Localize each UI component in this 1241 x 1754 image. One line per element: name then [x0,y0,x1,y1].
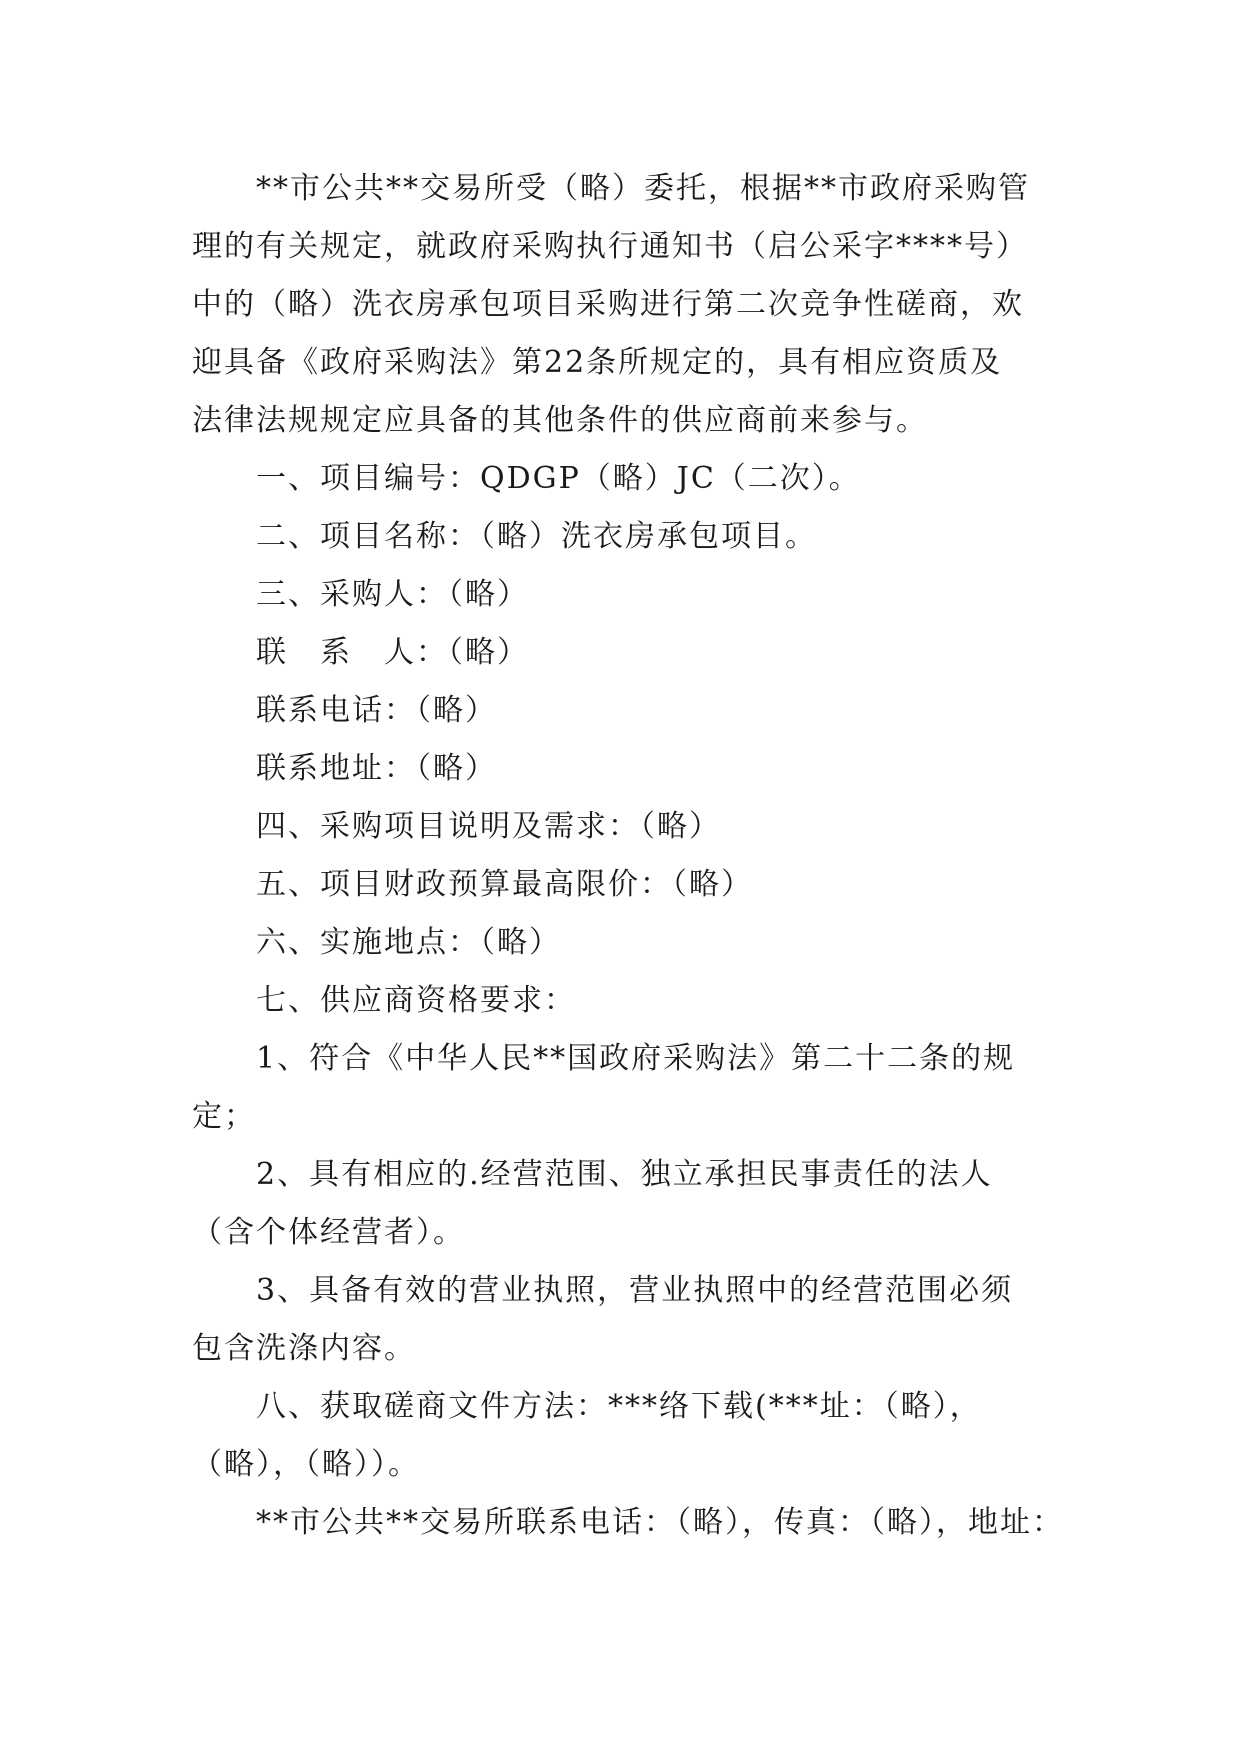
text-line: 法律法规规定应具备的其他条件的供应商前来参与。 [192,403,928,438]
text-line: 中的（略）洗衣房承包项目采购进行第二次竞争性磋商，欢 [192,287,1024,322]
intro-paragraph [192,160,1052,450]
text-line: 3、具备有效的营业执照，营业执照中的经营范围必须 [256,1273,1014,1308]
exchange-contact-info [192,1494,1064,1552]
text-line: 2、具有相应的.经营范围、独立承担民事责任的法人 [256,1157,993,1192]
text-line: 二、项目名称：（略）洗衣房承包项目。 [256,519,817,554]
text-line: 一、项目编号：QDGP（略）JC（二次）。 [256,461,861,496]
text-line: 七、供应商资格要求： [256,983,576,1018]
document-acquisition-method [192,1378,1052,1494]
contact-phone [192,682,1052,740]
implementation-location [192,914,1052,972]
text-line: 迎具备《政府采购法》第22条所规定的，具有相应资质及 [192,345,1003,380]
contact-person [192,624,1052,682]
text-line: 联系电话：（略） [256,693,497,728]
contact-address [192,740,1052,798]
text-line: 定； [192,1099,256,1134]
purchaser [192,566,1052,624]
project-name [192,508,1052,566]
text-line: 联系地址：（略） [256,751,497,786]
text-line: 联 系 人：（略） [256,635,529,670]
requirement-2 [192,1146,1052,1262]
text-line: **市公共**交易所受（略）委托，根据**市政府采购管 [256,171,1030,206]
text-line: 六、实施地点：（略） [256,925,561,960]
project-number [192,450,1052,508]
text-line: **市公共**交易所联系电话：（略），传真：（略），地址： [256,1505,1064,1540]
project-description [192,798,1052,856]
text-line: 理的有关规定，就政府采购执行通知书（启公采字****号） [192,229,1028,264]
supplier-requirements-heading [192,972,1052,1030]
requirement-3 [192,1262,1052,1378]
text-line: 五、项目财政预算最高限价：（略） [256,867,753,902]
text-line: 四、采购项目说明及需求：（略） [256,809,721,844]
text-line: 八、获取磋商文件方法：***络下载(***址：（略）， [256,1389,982,1424]
text-line: 三、采购人：（略） [256,577,529,612]
text-line: 1、符合《中华人民**国政府采购法》第二十二条的规 [256,1041,1016,1076]
text-line: （含个体经营者）。 [192,1215,465,1250]
requirement-1 [192,1030,1052,1146]
text-line: 包含洗涤内容。 [192,1331,416,1366]
text-line: （略），（略））。 [192,1447,420,1482]
budget-limit [192,856,1052,914]
document-body [192,160,1064,1552]
